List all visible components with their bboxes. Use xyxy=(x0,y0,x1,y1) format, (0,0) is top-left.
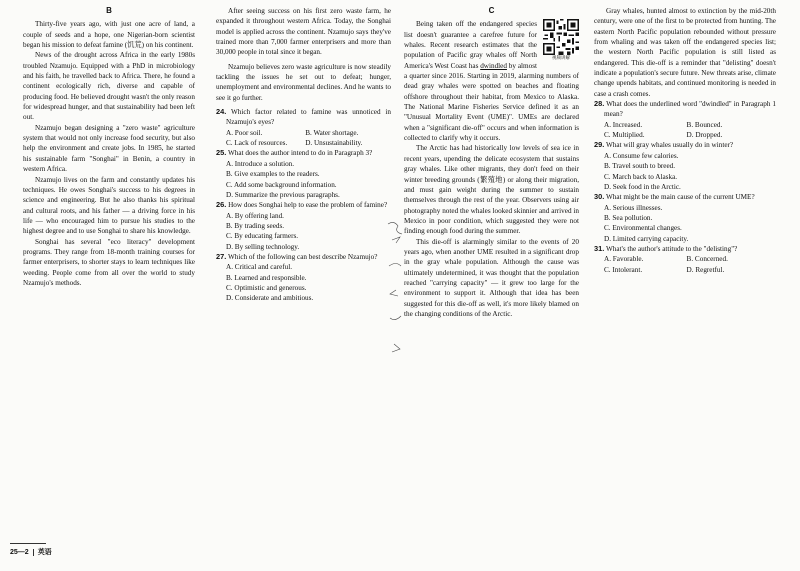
answer-option[interactable]: B. Concerned. xyxy=(686,255,728,264)
question-text: What does the author intend to do in Paragraph 3? xyxy=(227,149,373,158)
passage-b-paragraph: Nzamujo believes zero waste agriculture is now steadily tackling the issues he set out to defeat; hunger, unemployment and environmental declines. And he wants to see it go further. xyxy=(216,62,391,102)
answer-options xyxy=(594,203,776,244)
answer-option[interactable]: C. March back to Alaska. xyxy=(604,172,678,181)
passage-b-paragraph: Thirty-five years ago, with just one acre of land, a couple of seeds and a hope, one Nigerian-born scientist began his mission to defeat famine (饥荒) on his continent. xyxy=(23,20,195,50)
question xyxy=(216,200,391,210)
question xyxy=(594,192,776,202)
answer-option[interactable]: B. Travel south to breed. xyxy=(604,162,676,171)
subject-label: 英语 xyxy=(37,549,52,556)
question-number: 25. xyxy=(216,148,227,158)
answer-option[interactable]: C. By educating farmers. xyxy=(226,232,299,241)
passage-b-paragraph: Nzamujo lives on the farm and constantly updates his techniques. He owes Songhai's success to his degrees in science and engineering. But he also thanks his spiritual and cultural roots, and his father — a driving force in his life — who encouraged him to pursue his studies to the highest degree and to use Songhai to share his knowledge. xyxy=(23,175,195,236)
answer-option[interactable]: D. By selling technology. xyxy=(226,242,300,251)
answer-options xyxy=(594,151,776,192)
question xyxy=(216,252,391,262)
passage-text: Being taken off the endangered species list doesn't guarantee a carefree future for whales. Recent research estimates that the population of Pacific gray whales off North America's West Coast has xyxy=(404,20,537,70)
answer-option[interactable]: D. Unsustainability. xyxy=(305,139,363,148)
answer-option[interactable]: D. Considerate and ambitious. xyxy=(226,294,314,303)
answer-option[interactable]: C. Multiplied. xyxy=(604,131,645,140)
page-footer xyxy=(10,547,52,557)
question xyxy=(594,244,776,254)
passage-c-paragraph: The Arctic has had historically low levels of sea ice in recent years, upending the delicate ecosystem that sustains gray whales. Like other migrants, they don't feed on their winter breeding grounds (繁殖地) or along their migration, and must gain weight during the summer to sustain themselves through the rest of the year. Observers using air photography noted the whales looked skinnier and arrived in Mexico in poor condition, which suggested they were not finding enough food during the summer. xyxy=(404,144,579,236)
answer-option[interactable]: B. By trading seeds. xyxy=(226,221,285,230)
answer-options xyxy=(594,120,776,141)
answer-option[interactable]: A. Critical and careful. xyxy=(226,263,293,272)
question-number: 26. xyxy=(216,200,227,210)
passage-c-paragraph: Gray whales, hunted almost to extinction by the mid-20th century, were one of the first to be protected from hunting. The eastern North Pacific population rebounded without pressure from whaling and was taken off the endangered species list; the western North Pacific population is still listed as endangered. This die-off is a reminder that "delisting" doesn't indicate a population's secure future. New threats arise, climate change upends habitats, and continued monitoring is needed in case a crash comes. xyxy=(594,7,776,98)
answer-option[interactable]: C. Lack of resources. xyxy=(226,139,288,148)
answer-option[interactable]: D. Limited carrying capacity. xyxy=(604,234,689,243)
qr-caption: 视频讲解 xyxy=(552,55,570,61)
section-c-questions xyxy=(594,99,776,275)
handwritten-marks xyxy=(386,220,416,370)
answer-option[interactable]: D. Summarize the previous paragraphs. xyxy=(226,190,340,199)
question-number: 28. xyxy=(594,99,605,109)
section-c-label: C xyxy=(488,6,495,15)
answer-option[interactable]: C. Optimistic and generous. xyxy=(226,283,307,292)
section-b-questions xyxy=(216,107,391,304)
passage-b-paragraph: Songhai has several "eco literacy" development programs. They range from 18-month training courses for farmer enterprisers, to shorter stays to learn techniques like weeding. People come from all over the world to study Nzamujo's methods. xyxy=(23,237,195,287)
passage-text: by almost a quarter since 2016. Starting in 2019, alarming numbers of dead gray whales were spotted on beaches and floating offshore throughout their habitat, from Mexico to Alaska. The National Marine Fisheries Service defined it as an "Unusual Mortality Event (UME)". UMEs are declared when a "significant die-off" occurs and when information is collected to clarify why it occurs. xyxy=(404,61,579,143)
question xyxy=(594,99,776,120)
answer-option[interactable]: B. Learned and responsible. xyxy=(226,273,307,282)
question-text: What's the author's attitude to the "delisting"? xyxy=(605,244,738,253)
passage-c-paragraph: This die-off is alarmingly similar to the events of 20 years ago, when another UME resulted in a significant drop in the gray whale population. Although the cause was ultimately undetermined, it was thought that the population reached "carrying capacity" — it grew too large for the environment to support it. Although that idea has been suggested for this die-off as well, it's more likely blamed on the changing conditions of the Arctic. xyxy=(404,237,579,318)
answer-option[interactable]: A. Serious illnesses. xyxy=(604,203,663,212)
question xyxy=(216,107,391,128)
question-number: 27. xyxy=(216,251,227,261)
passage-b-paragraph: News of the drought across Africa in the early 1980s troubled Nzamujo. Equipped with a PhD in microbiology and his faith, he travelled back to Africa. There, he found a continent ecologically rich, diverse and capable of producing food. He believed drought wasn't the only reason for widespread hunger, and that sustainability had been left out. xyxy=(23,51,195,122)
passage-b-paragraph: After seeing success on his first zero waste farm, he expanded it throughout western Africa. Today, the Songhai model is applied across the continent. Nzamujo says they've trained more than 7,000 farmer enterprisers and more than 30,000 people in total since it began. xyxy=(216,7,391,57)
column-2 xyxy=(216,6,391,304)
answer-option[interactable]: B. Sea pollution. xyxy=(604,213,653,222)
column-1 xyxy=(23,6,195,288)
question-text: What does the underlined word "dwindled" in Paragraph 1 mean? xyxy=(604,100,776,119)
answer-option[interactable]: A. By offering land. xyxy=(226,211,284,220)
answer-option[interactable]: D. Dropped. xyxy=(686,131,723,140)
answer-option[interactable]: A. Poor soil. xyxy=(226,128,263,137)
answer-option[interactable]: A. Introduce a solution. xyxy=(226,159,295,168)
question-number: 30. xyxy=(594,192,605,202)
answer-option[interactable]: A. Favorable. xyxy=(604,255,644,264)
section-b-label: B xyxy=(106,6,112,15)
answer-option[interactable]: B. Give examples to the readers. xyxy=(226,170,320,179)
question-text: Which factor related to famine was unnoticed in Nzamujo's eyes? xyxy=(226,108,391,127)
question-number: 29. xyxy=(594,140,605,150)
question-number: 31. xyxy=(594,243,605,253)
answer-option[interactable]: A. Increased. xyxy=(604,120,643,129)
answer-options xyxy=(216,128,391,149)
question-text: Which of the following can best describe Nzamujo? xyxy=(227,252,378,261)
answer-option[interactable]: C. Intolerant. xyxy=(604,265,643,274)
answer-option[interactable]: B. Water shortage. xyxy=(305,128,359,137)
answer-option[interactable]: B. Bounced. xyxy=(686,120,723,129)
qr-code-icon xyxy=(543,19,579,55)
answer-options xyxy=(216,262,391,303)
passage-b-paragraph: Nzamujo began designing a "zero waste" agriculture system that would not only increase food security, but also help the environment and create jobs. In 1985, he started his sustainable farm "Songhai" in Benin, a country in western Africa. xyxy=(23,123,195,174)
question xyxy=(216,148,391,158)
question-text: What might be the main cause of the current UME? xyxy=(605,193,755,202)
answer-options xyxy=(216,159,391,200)
question xyxy=(594,140,776,150)
answer-options xyxy=(216,211,391,252)
footer-rule xyxy=(10,543,46,544)
answer-option[interactable]: A. Consume few calories. xyxy=(604,151,679,160)
answer-option[interactable]: D. Seek food in the Arctic. xyxy=(604,182,681,191)
answer-option[interactable]: C. Add some background information. xyxy=(226,180,337,189)
page-number: 25—2 xyxy=(10,549,34,556)
answer-options xyxy=(594,254,776,275)
question-number: 24. xyxy=(216,107,227,117)
answer-option[interactable]: C. Environmental changes. xyxy=(604,224,682,233)
column-4 xyxy=(594,6,776,275)
qr-code[interactable] xyxy=(543,19,579,61)
question-text: What will gray whales usually do in winter? xyxy=(605,141,734,150)
question-text: How does Songhai help to ease the problem of famine? xyxy=(228,201,388,210)
answer-option[interactable]: D. Regretful. xyxy=(686,265,725,274)
column-3 xyxy=(404,6,579,319)
underlined-word: dwindled xyxy=(480,61,507,70)
